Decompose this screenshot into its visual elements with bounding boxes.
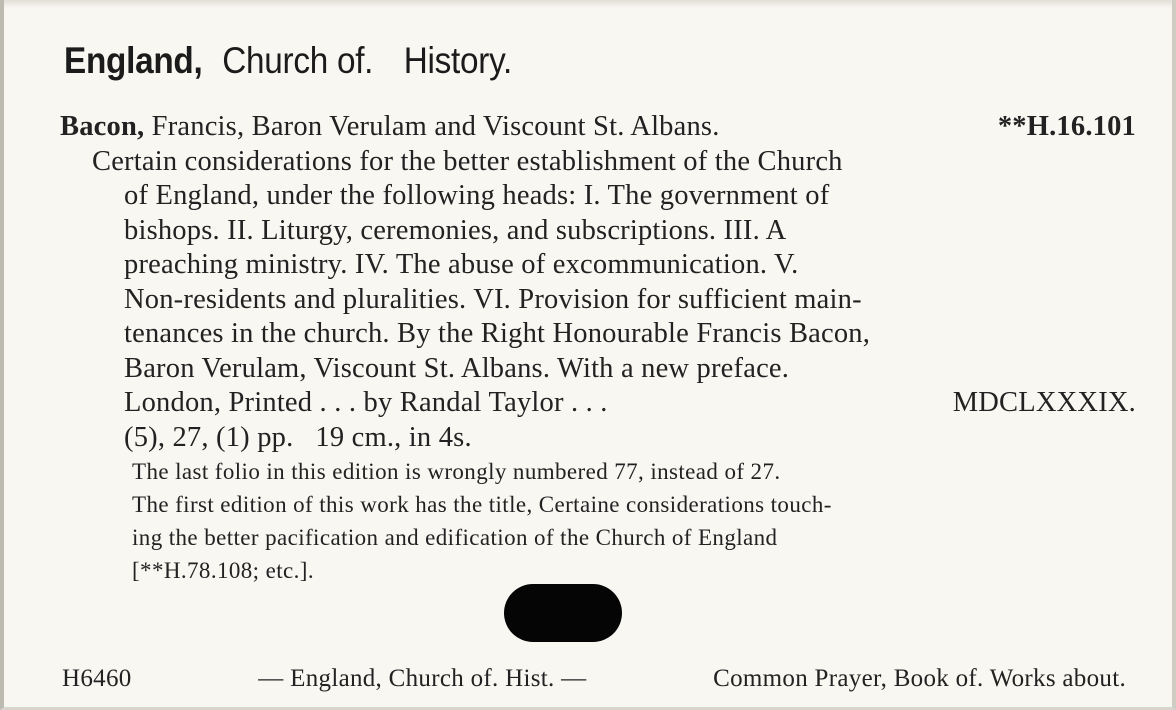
collation-line: (5), 27, (1) pp. 19 cm., in 4s. — [124, 421, 472, 453]
tracing-title: Common Prayer, Book of. Works about. — [713, 665, 1126, 692]
imprint-line — [60, 386, 1136, 421]
author-name: Francis, Baron Verulam and Viscount St. Albans. — [151, 111, 720, 142]
control-number: H6460 — [62, 665, 132, 692]
title-line: Non-residents and pluralities. VI. Provision for sufficient main- — [124, 283, 862, 315]
title-line: tenances in the church. By the Right Honourable Francis Bacon, — [124, 318, 871, 349]
title-line: bishops. II. Liturgy, ceremonies, and subscriptions. III. A — [124, 214, 787, 246]
title-line: of England, under the following heads: I. The government of — [124, 180, 830, 211]
punch-hole — [504, 584, 622, 642]
imprint-publisher: London, Printed . . . by Randal Taylor . . . — [124, 387, 608, 418]
note-line: ing the better pacification and edification of the Church of England — [132, 525, 778, 550]
author-surname: Bacon, — [60, 111, 145, 142]
bibliographic-entry — [60, 110, 1136, 587]
note-line: [**H.78.108; etc.]. — [132, 558, 314, 583]
title-line: preaching ministry. IV. The abuse of excommunication. V. — [124, 249, 799, 280]
tracing-subject: — England, Church of. Hist. — — [258, 665, 587, 692]
title-line: Baron Verulam, Viscount St. Albans. With a new preface. — [124, 352, 790, 384]
author-line — [60, 110, 1136, 145]
tracings-footer — [62, 665, 1126, 693]
note-line: The first edition of this work has the title, Certaine considerations touch- — [132, 492, 832, 517]
note-line: The last folio in this edition is wrongly numbered 77, instead of 27. — [132, 459, 781, 484]
imprint-date: MDCLXXXIX. — [952, 387, 1136, 418]
call-number: **H.16.101 — [997, 111, 1136, 142]
heading-subdivision: Church of. — [222, 40, 374, 81]
heading-topic: History. — [403, 40, 512, 81]
card-top-edge — [4, 0, 1172, 8]
title-line: Certain considerations for the better establishment of the Church — [92, 145, 843, 177]
subject-heading — [64, 40, 512, 82]
heading-subject: England, — [64, 40, 203, 81]
